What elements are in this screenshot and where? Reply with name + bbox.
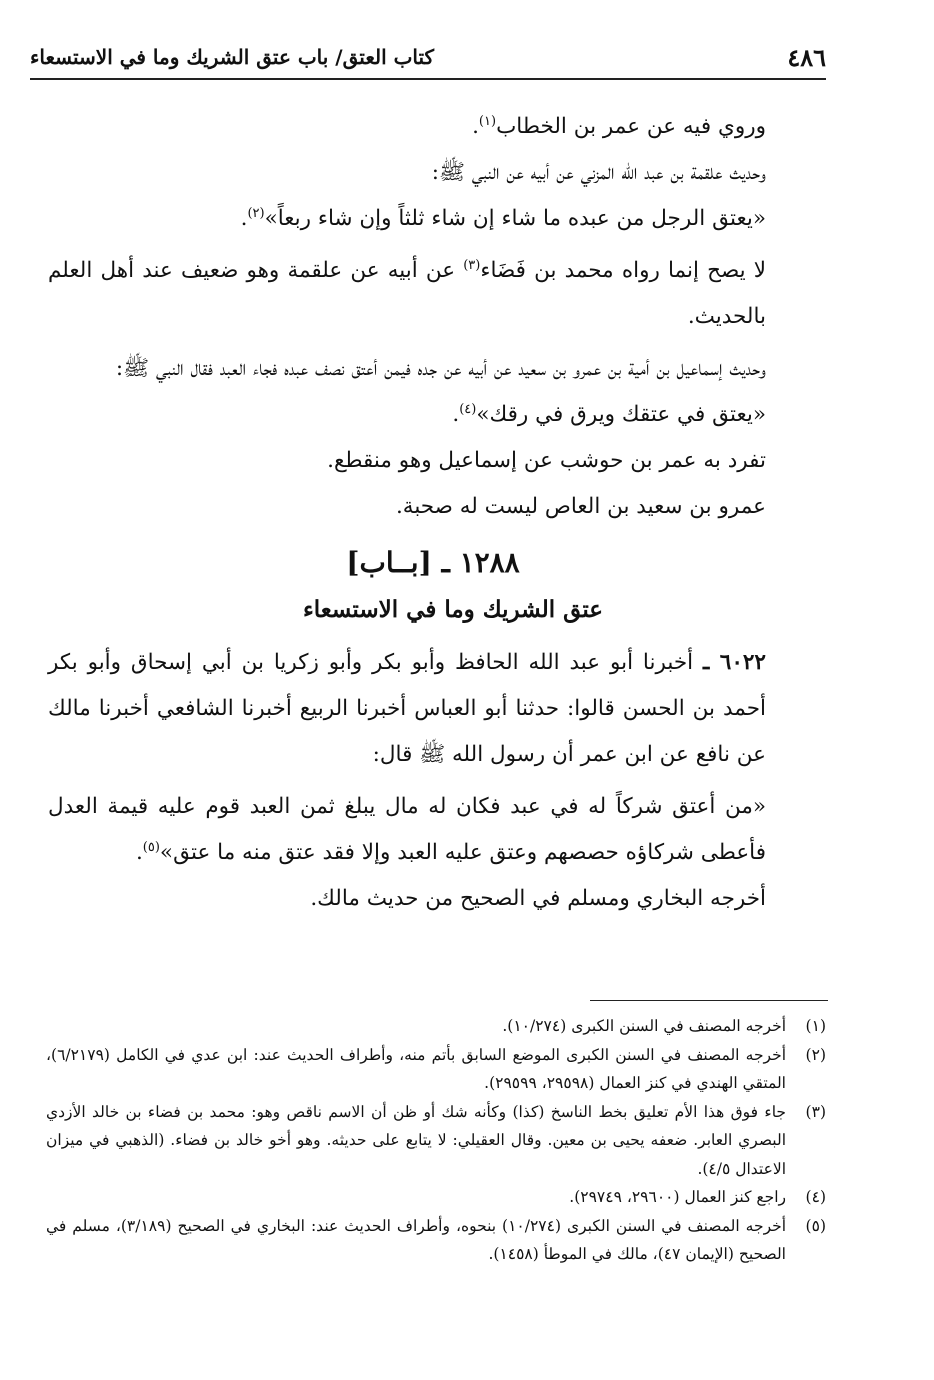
main-text: [48, 104, 818, 922]
chapter-number: ١٢٨٨ ـ [بــاب]: [346, 546, 520, 579]
footnote-text: أخرجه المصنف في السنن الكبرى (١٠/٢٧٤).: [502, 1017, 786, 1035]
footnote-ref: (٤): [459, 401, 477, 417]
paragraph-text: «يعتق الرجل من عبده ما شاء إن شاء ثلثاً وإن شاء ربعاً»: [264, 206, 766, 231]
punctuation: .: [472, 114, 479, 139]
footnote: [46, 1183, 826, 1212]
footnote-separator: [590, 1000, 828, 1001]
paragraph: تفرد به عمر بن حوشب عن إسماعيل وهو منقطع.: [327, 448, 766, 473]
footnote-text: أخرجه المصنف في السنن الكبرى (١٠/٢٧٤) بنحوه، وأطراف الحديث عند: البخاري في الصحيح (٣/١٨٩)، مسلم في الصحيح (الإيمان ٤٧)، مالك في الموطأ (١٤٥٨).: [46, 1216, 787, 1263]
footnotes: [46, 1012, 826, 1269]
paragraph: وحديث إسماعيل بن أمية بن عمرو بن سعيد عن أبيه عن جده فيمن أعتق نصف عبده فجاء العبد فقال النبي ﷺ:: [115, 356, 766, 381]
paragraph-text: «يعتق في عتقك ويرق في رقك»: [476, 402, 766, 427]
paragraph: [48, 248, 818, 340]
footnote-number: (١): [805, 1017, 826, 1035]
footnote: [46, 1212, 826, 1269]
footnote-number: (٣): [805, 1102, 826, 1121]
footnote-number: (٥): [805, 1216, 826, 1235]
footnote: [46, 1012, 826, 1041]
footnote-number: (٤): [805, 1188, 826, 1206]
paragraph-text: لا يصح إنما رواه محمد بن فَضَاء: [480, 258, 766, 283]
paragraph-text: «من أعتق شركاً له في عبد فكان له مال يبلغ ثمن العبد قوم عليه قيمة العدل فأعطى شركاؤه حصصهم وعتق عليه العبد وإلا فقد عتق منه ما عتق»: [48, 794, 766, 865]
running-title: كتاب العتق/ باب عتق الشريك وما في الاستسعاء: [30, 45, 435, 69]
chapter-title: عتق الشريك وما في الاستسعاء: [302, 596, 604, 623]
paragraph: [48, 104, 818, 150]
hadith-number: ٦٠٢٢ ـ: [702, 650, 766, 675]
footnote: [46, 1098, 826, 1184]
quoted-hadith: [48, 196, 818, 242]
punctuation: .: [452, 402, 460, 427]
paragraph-text: عن أبيه عن علقمة وهو ضعيف عند أهل العلم بالحديث.: [48, 258, 766, 329]
footnote-ref: (٣): [463, 257, 481, 273]
footnote-ref: (٥): [142, 839, 160, 855]
footnote: [46, 1041, 826, 1098]
punctuation: .: [240, 206, 248, 231]
paragraph: وحديث علقمة بن عبد الله المزني عن أبيه عن النبي ﷺ:: [431, 160, 766, 185]
quoted-hadith: [48, 392, 818, 438]
page-header: [30, 36, 826, 80]
footnote-text: راجع كنز العمال (٢٩٦٠٠، ٢٩٧٤٩).: [569, 1188, 786, 1206]
paragraph: عمرو بن سعيد بن العاص ليست له صحبة.: [395, 494, 766, 519]
footnote-text: أخرجه المصنف في السنن الكبرى الموضع السابق بأتم منه، وأطراف الحديث عند: ابن عدي في الكامل (٦/٢١٧٩)، المتقي الهندي في كنز العمال (٢٩٥٩٨، ٢٩٥٩٩).: [46, 1045, 786, 1092]
footnote-ref: (١): [478, 113, 497, 129]
punctuation: .: [135, 840, 143, 865]
paragraph-text: وروي فيه عن عمر بن الخطاب: [496, 114, 766, 139]
footnote-text: جاء فوق هذا الأم تعليق بخط الناسخ (كذا) وكأنه شك أو ظن أن الاسم ناقص وهو: محمد بن فضاء بن خالد الأزدي البصري العابر. ضعفه يحيى بن معين. وقال العقيلي: لا يتابع على حديثه. وهو أخو خالد بن فضاء. (الذهبي في ميزان الاعتدال ٤/٥).: [46, 1102, 786, 1178]
hadith-paragraph: [48, 640, 818, 778]
footnote-number: (٢): [805, 1045, 826, 1064]
paragraph: أخرجه البخاري ومسلم في الصحيح من حديث مالك.: [310, 886, 766, 911]
footnote-ref: (٢): [247, 205, 265, 221]
page-number: ٤٨٦: [787, 42, 826, 72]
quoted-hadith: [48, 784, 818, 876]
paragraph-text: أخبرنا أبو عبد الله الحافظ وأبو بكر وأبو زكريا بن أبي إسحاق وأبو بكر أحمد بن الحسن قالوا: حدثنا أبو العباس أخبرنا الربيع أخبرنا الشافعي أخبرنا مالك عن نافع عن ابن عمر أن رسول الله ﷺ قال:: [48, 650, 766, 767]
